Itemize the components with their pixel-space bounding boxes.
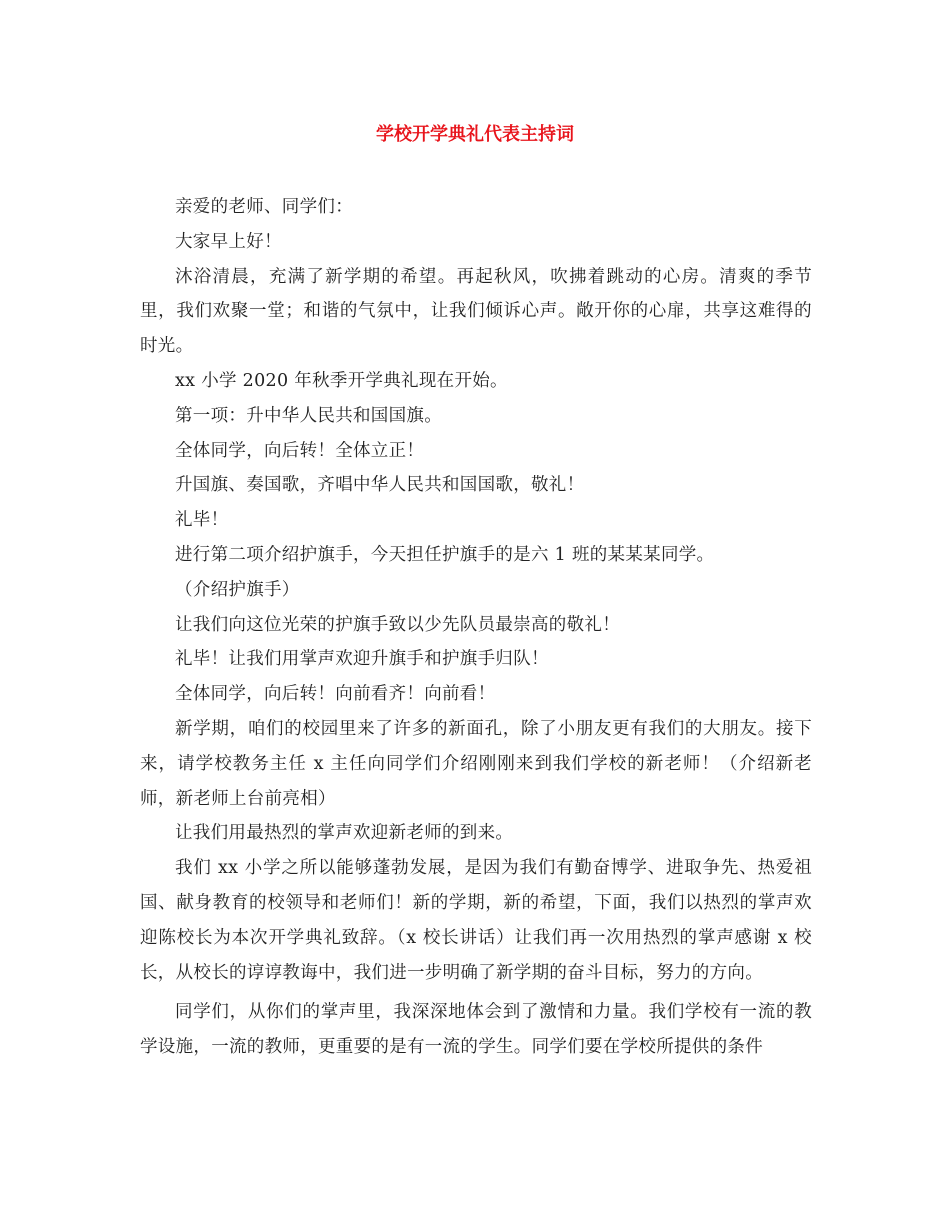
paragraph: 让我们向这位光荣的护旗手致以少先队员最崇高的敬礼！ [175,614,620,635]
paragraph: 全体同学，向后转！向前看齐！向前看！ [175,684,496,705]
document-body [140,190,812,1065]
paragraph: 同学们，从你们的掌声里，我深深地体会到了激情和力量。我们学校有一流的教学设施，一流的教师，更重要的是有一流的学生。同学们要在学校所提供的条件 [140,1002,812,1058]
paragraph: xx 小学 2020 年秋季开学典礼现在开始。 [175,370,508,391]
paragraph: 让我们用最热烈的掌声欢迎新老师的到来。 [175,823,514,844]
paragraph: 沐浴清晨，充满了新学期的希望。再起秋风，吹拂着跳动的心房。清爽的季节里，我们欢聚一堂；和谐的气氛中，让我们倾诉心声。敞开你的心扉，共享这难得的时光。 [140,266,812,357]
document-title: 学校开学典礼代表主持词 [376,124,574,145]
paragraph: 我们 xx 小学之所以能够蓬勃发展，是因为我们有勤奋博学、进取争先、热爱祖国、献身教育的校领导和老师们！新的学期，新的希望，下面，我们以热烈的掌声欢迎陈校长为本次开学典礼致辞。（x 校长讲话）让我们再一次用热烈的掌声感谢 x 校长，从校长的谆谆教诲中，我们进一步明确了新学期的奋斗目标，努力的方向。 [140,858,812,983]
paragraph: 全体同学，向后转！全体立正！ [175,440,425,461]
paragraph: 礼毕！ [175,510,229,531]
paragraph: 亲爱的老师、同学们： [175,197,353,217]
paragraph: 升国旗、奏国歌，齐唱中华人民共和国国歌，敬礼！ [175,475,585,496]
paragraph: （介绍护旗手） [175,579,300,600]
paragraph: 进行第二项介绍护旗手，今天担任护旗手的是六 1 班的某某某同学。 [175,544,715,565]
paragraph: 礼毕！让我们用掌声欢迎升旗手和护旗手归队！ [175,649,549,670]
paragraph: 新学期，咱们的校园里来了许多的新面孔，除了小朋友更有我们的大朋友。接下来，请学校教务主任 x 主任向同学们介绍刚刚来到我们学校的新老师！（介绍新老师，新老师上台前亮相） [140,718,812,809]
paragraph: 第一项：升中华人民共和国国旗。 [175,405,442,426]
paragraph: 大家早上好！ [175,231,282,252]
